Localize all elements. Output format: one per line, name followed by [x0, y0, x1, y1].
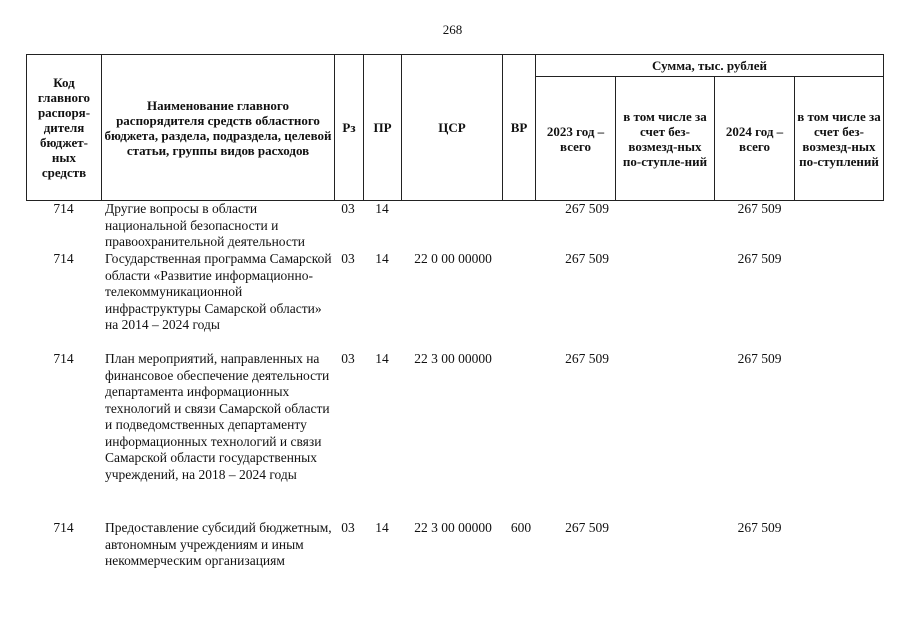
row-rz: 03 — [341, 351, 355, 366]
row-rz: 03 — [341, 201, 355, 216]
table-row — [0, 201, 905, 251]
row-csr: 22 3 00 00000 — [414, 351, 492, 366]
row-sum-2024: 267 509 — [737, 351, 782, 366]
header-csr: ЦСР — [402, 55, 503, 201]
row-name: Государственная программа Самарской области «Развитие информационно-телекоммуникационной инфраструктуры Самарской области» на 2014 – 2024 годы — [105, 251, 332, 332]
page-number: 268 — [442, 22, 463, 37]
row-csr: 22 0 00 00000 — [414, 251, 492, 266]
table-header — [26, 54, 884, 201]
table-row — [0, 351, 905, 520]
table-row — [0, 251, 905, 351]
row-sum-2024: 267 509 — [737, 201, 782, 216]
row-name: Предоставление субсидий бюджетным, автономным учреждениям и иным некоммерческим организациям — [105, 520, 332, 568]
row-rz: 03 — [341, 251, 355, 266]
row-pr: 14 — [375, 351, 389, 366]
row-sum-2024: 267 509 — [737, 251, 782, 266]
row-name: План мероприятий, направленных на финансовое обеспечение деятельности департамента информационных технологий и связи Самарской области и подведомственных департаменту информационных технологий и связи Самарской области государственных учреждений, на 2018 – 2024 годы — [105, 351, 330, 482]
row-sum-2023: 267 509 — [565, 520, 609, 535]
header-2023-free: в том числе за счет без-возмезд-ных по-ступле-ний — [616, 77, 715, 201]
row-vr: 600 — [510, 520, 532, 535]
row-sum-2023: 267 509 — [565, 251, 609, 266]
row-code: 714 — [53, 351, 74, 366]
row-csr: 22 3 00 00000 — [414, 520, 492, 535]
header-2024-free: в том числе за счет без-возмезд-ных по-ступлений — [795, 77, 884, 201]
row-code: 714 — [53, 201, 74, 216]
row-code: 714 — [53, 520, 74, 535]
row-name: Другие вопросы в области национальной безопасности и правоохранительной деятельности — [105, 201, 305, 249]
header-rz: Рз — [335, 55, 364, 201]
row-pr: 14 — [375, 201, 389, 216]
header-sum: Сумма, тыс. рублей — [536, 55, 884, 77]
header-code: Код главного распоря-дителя бюджет-ных средств — [27, 55, 102, 201]
row-sum-2024: 267 509 — [737, 520, 782, 535]
header-vr: ВР — [503, 55, 536, 201]
header-pr: ПР — [364, 55, 402, 201]
row-pr: 14 — [375, 520, 389, 535]
table-row — [0, 520, 905, 590]
row-code: 714 — [53, 251, 74, 266]
row-rz: 03 — [341, 520, 355, 535]
row-sum-2023: 267 509 — [565, 351, 609, 366]
row-pr: 14 — [375, 251, 389, 266]
header-2024-total: 2024 год – всего — [715, 77, 795, 201]
header-2023-total: 2023 год – всего — [536, 77, 616, 201]
row-sum-2023: 267 509 — [565, 201, 609, 216]
header-name: Наименование главного распорядителя средств областного бюджета, раздела, подраздела, целевой статьи, группы видов расходов — [102, 55, 335, 201]
table-body — [0, 201, 905, 590]
